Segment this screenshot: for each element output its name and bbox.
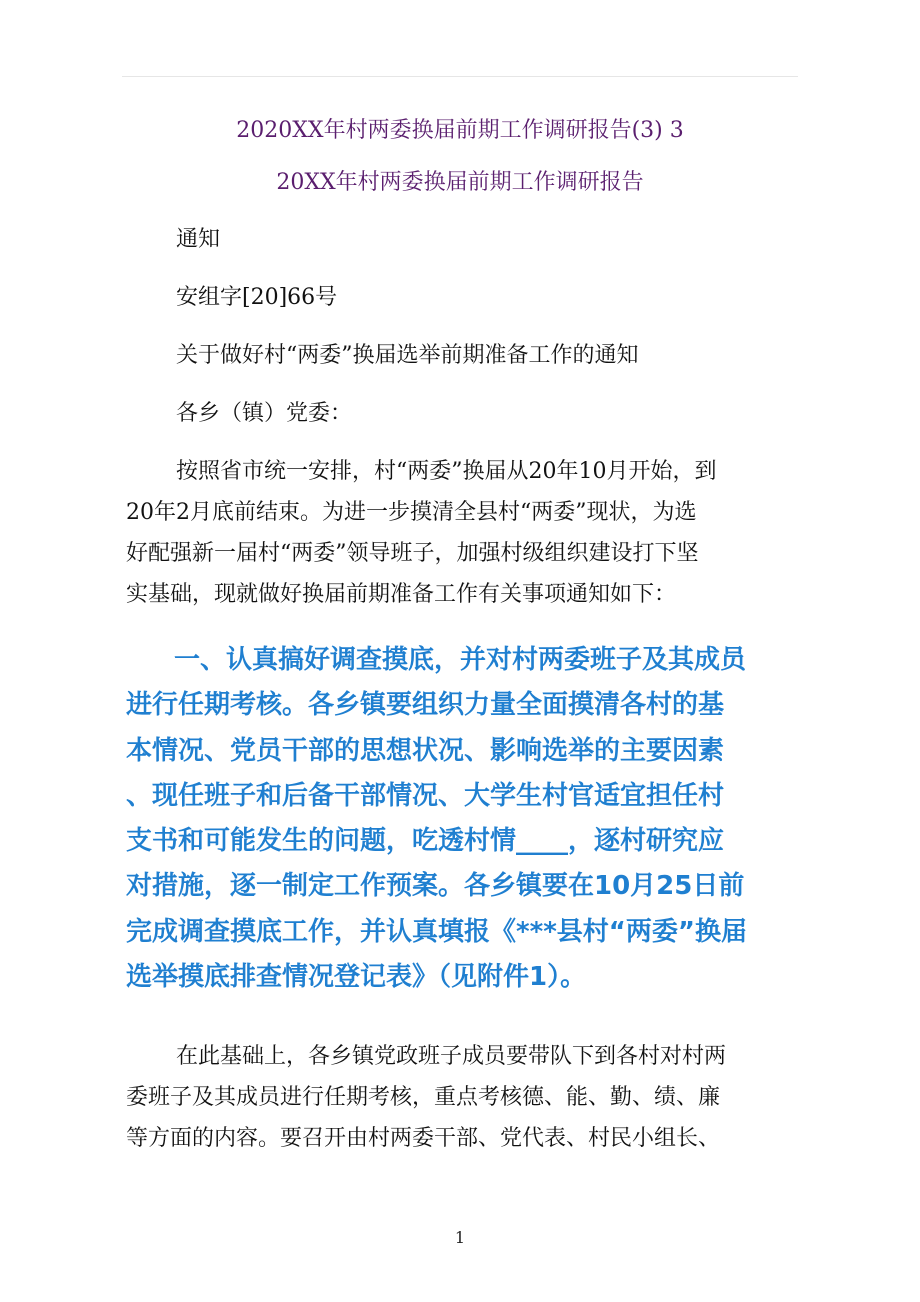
section-one-paragraph: [126, 638, 802, 1000]
section-one-line: 完成调查摸底工作，并认真填报《***县村“两委”换届: [126, 916, 747, 947]
section-one-line: 进行任期考核。各乡镇要组织力量全面摸清各村的基: [126, 690, 725, 721]
followup-line: 等方面的内容。要召开由村两委干部、党代表、村民小组长、: [126, 1126, 721, 1151]
notice-label: 通知: [176, 227, 221, 252]
section-one-line: 选举摸底排查情况登记表》（见附件1）。: [126, 962, 587, 993]
document-title-line-1: 2020XX年村两委换届前期工作调研报告(3) 3: [236, 118, 684, 143]
intro-line: 按照省市统一安排，村“两委”换届从20年10月开始，到: [176, 459, 717, 484]
recipient-line: 各乡（镇）党委：: [176, 401, 353, 426]
notice-title: 关于做好村“两委”换届选举前期准备工作的通知: [176, 343, 639, 368]
followup-line: 在此基础上，各乡镇党政班子成员要带队下到各村对村两: [176, 1044, 727, 1069]
section-one-line: 一、认真搞好调查摸底，并对村两委班子及其成员: [174, 645, 747, 675]
followup-line: 委班子及其成员进行任期考核，重点考核德、能、勤、绩、廉: [126, 1085, 721, 1110]
section-one-line: 、现任班子和后备干部情况、大学生村官适宜担任村: [126, 780, 725, 811]
document-title-line-2: 20XX年村两委换届前期工作调研报告: [276, 170, 644, 195]
intro-line: 实基础，现就做好换届前期准备工作有关事项通知如下：: [126, 582, 677, 607]
intro-line: 好配强新一届村“两委”领导班子，加强村级组织建设打下坚: [126, 541, 699, 566]
intro-line: 20年2月底前结束。为进一步摸清全县村“两委”现状，为选: [126, 500, 697, 525]
followup-paragraph: [126, 1036, 796, 1159]
page-number: 1: [454, 1228, 466, 1247]
section-one-line: 本情况、党员干部的思想状况、影响选举的主要因素: [126, 735, 725, 766]
document-number: 安组字[20]66号: [176, 285, 338, 310]
intro-paragraph: [126, 451, 796, 615]
header-rule: [122, 76, 798, 77]
section-one-line: 支书和可能发生的问题，吃透村情____，逐村研究应: [126, 826, 725, 857]
section-one-line: 对措施，逐一制定工作预案。各乡镇要在10月25日前: [126, 871, 745, 902]
